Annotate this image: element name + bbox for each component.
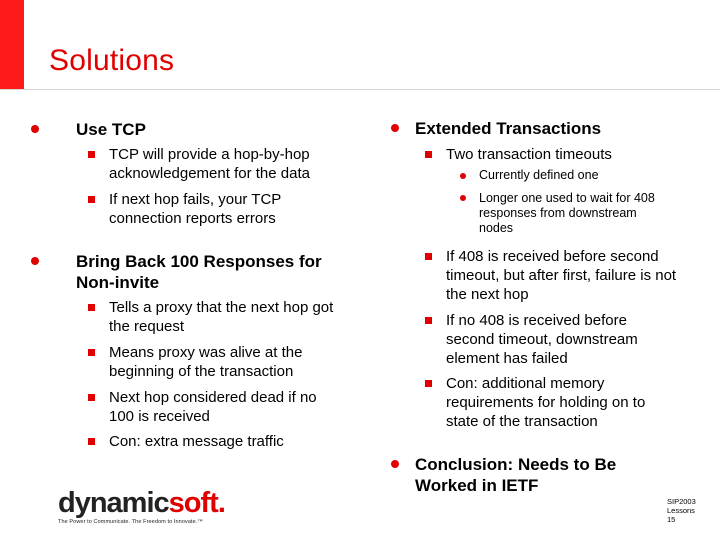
bullet-square-icon (88, 349, 95, 356)
bullet-square-icon (88, 196, 95, 203)
dynamicsoft-logo: dynamicsoft. The Power to Communicate. The Freedom to Innovate.™ (58, 487, 225, 525)
slide-title: Solutions (49, 44, 175, 77)
list-item: If 408 is received before second timeout, but after first, failure is not the next hop (446, 248, 677, 303)
list-item: Two transaction timeouts (446, 146, 612, 163)
bullet-square-icon (88, 151, 95, 158)
bullet-square-icon (425, 380, 432, 387)
list-item: Tells a proxy that the next hop got the request (109, 299, 334, 335)
heading-use-tcp: Use TCP (76, 120, 146, 139)
heading-bring-back: Bring Back 100 Responses for Non-invite (76, 252, 322, 292)
slide-footer (667, 497, 696, 524)
list-item: Next hop considered dead if no 100 is received (109, 389, 317, 425)
list-item: If next hop fails, your TCP connection reports errors (109, 191, 282, 227)
bullet-square-icon (88, 394, 95, 401)
accent-bar (0, 0, 24, 90)
bullet-dot-small-icon (460, 195, 466, 201)
title-divider (0, 89, 720, 90)
footer-section: Lessons (667, 506, 695, 515)
logo-tagline: The Power to Communicate. The Freedom to Innovate.™ (58, 519, 204, 525)
bullet-dot-icon (31, 125, 39, 133)
footer-event: SIP2003 (667, 497, 696, 506)
bullet-square-icon (88, 438, 95, 445)
bullet-dot-icon (391, 460, 399, 468)
bullet-square-icon (425, 253, 432, 260)
bullet-square-icon (425, 151, 432, 158)
bullet-square-icon (425, 317, 432, 324)
bullet-dot-icon (391, 124, 399, 132)
list-item: Con: extra message traffic (109, 433, 284, 450)
page-number: 15 (667, 515, 676, 524)
sub-list-item: Longer one used to wait for 408 responses from downstream nodes (479, 191, 655, 235)
list-item: Con: additional memory requirements for holding on to state of the transaction (446, 375, 646, 430)
sub-list-item: Currently defined one (479, 168, 599, 182)
list-item: Means proxy was alive at the beginning of the transaction (109, 344, 303, 380)
bullet-dot-small-icon (460, 173, 466, 179)
list-item: If no 408 is received before second timeout, downstream element has failed (446, 312, 638, 367)
bullet-dot-icon (31, 257, 39, 265)
list-item: TCP will provide a hop-by-hop acknowledgement for the data (109, 146, 310, 182)
bullet-square-icon (88, 304, 95, 311)
heading-extended-transactions: Extended Transactions (415, 119, 602, 138)
heading-conclusion: Conclusion: Needs to Be Worked in IETF (415, 455, 617, 495)
